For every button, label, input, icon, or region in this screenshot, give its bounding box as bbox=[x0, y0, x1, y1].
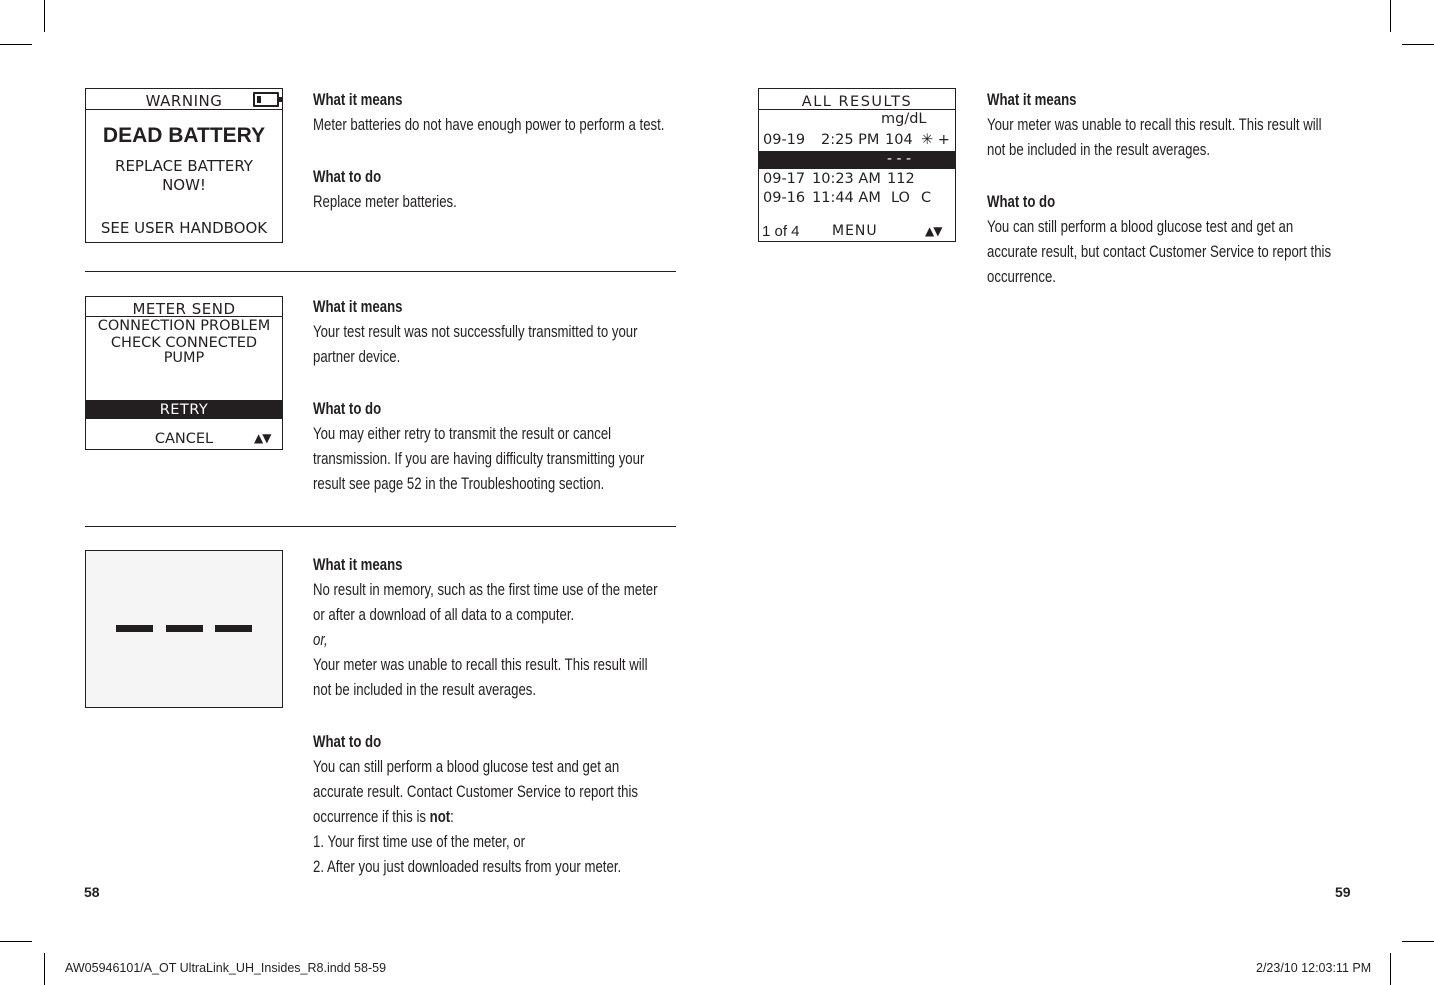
result-time: 2:25 PM bbox=[821, 132, 880, 148]
result-value: LO bbox=[891, 190, 910, 206]
no-result-screen bbox=[85, 550, 283, 708]
do-list-item: 1. Your first time use of the meter, or bbox=[313, 833, 526, 851]
section-divider bbox=[85, 271, 676, 272]
crop-mark bbox=[44, 953, 45, 985]
result-date: 09-17 bbox=[763, 171, 806, 187]
do-text-colon: : bbox=[450, 808, 454, 826]
slug-filename: AW05946101/A_OT UltraLink_UH_Insides_R8.indd 58-59 bbox=[65, 961, 387, 975]
result-time: 10:23 AM bbox=[812, 171, 881, 187]
dead-battery-screen bbox=[85, 88, 283, 243]
screen-line: NOW! bbox=[162, 176, 206, 194]
unit-label: mg/dL bbox=[881, 111, 927, 127]
do-text-emphasis: not bbox=[429, 808, 451, 826]
meter-send-screen bbox=[85, 296, 283, 450]
result-value: 104 bbox=[885, 132, 913, 148]
meter-send-text bbox=[313, 295, 673, 497]
means-text: Your meter was unable to recall this result. This result will not be included in the result averages. bbox=[313, 656, 648, 699]
crop-mark bbox=[0, 44, 32, 45]
means-heading: What it means bbox=[313, 556, 403, 574]
means-text: Meter batteries do not have enough power to perform a test. bbox=[313, 116, 665, 134]
screen-header: ALL RESULTS bbox=[759, 91, 955, 110]
means-text: No result in memory, such as the first time use of the meter or after a download of all data to a computer. bbox=[313, 581, 658, 624]
result-flags: ✳ + bbox=[921, 132, 950, 148]
crop-mark bbox=[1390, 0, 1391, 32]
result-row bbox=[759, 171, 955, 191]
crop-mark bbox=[1402, 44, 1434, 45]
cancel-option: CANCEL bbox=[154, 431, 214, 447]
do-heading: What to do bbox=[313, 400, 382, 418]
up-down-arrows-icon: ▲▼ bbox=[254, 431, 271, 445]
pager-label: 1 of 4 bbox=[762, 223, 800, 240]
result-date: 09-19 bbox=[763, 132, 806, 148]
result-flags: C bbox=[921, 190, 932, 206]
means-text: Your test result was not successfully transmitted to your partner device. bbox=[313, 323, 638, 366]
dash-mark bbox=[166, 625, 203, 632]
do-text: You can still perform a blood glucose test and get an accurate result, but contact Customer Service to report this occurrence. bbox=[987, 218, 1332, 286]
do-text bbox=[313, 755, 670, 830]
means-heading: What it means bbox=[313, 91, 403, 109]
dead-battery-text bbox=[313, 88, 673, 215]
crop-mark bbox=[44, 0, 45, 32]
result-date: 09-16 bbox=[763, 190, 806, 206]
retry-option-selected: RETRY bbox=[86, 400, 282, 419]
page-number-right: 59 bbox=[1335, 884, 1351, 900]
screen-line: CONNECTION PROBLEM bbox=[97, 318, 271, 334]
result-row bbox=[759, 132, 955, 152]
warning-label: WARNING bbox=[145, 92, 223, 110]
screen-title: DEAD BATTERY bbox=[102, 124, 266, 147]
no-result-text bbox=[313, 553, 673, 880]
dash-mark bbox=[116, 625, 153, 632]
dash-mark bbox=[215, 625, 252, 632]
slug-timestamp: 2/23/10 12:03:11 PM bbox=[1256, 961, 1372, 975]
screen-line: REPLACE BATTERY bbox=[115, 157, 253, 175]
screen-line: PUMP bbox=[163, 350, 205, 366]
screen-line: CHECK CONNECTED bbox=[110, 335, 258, 351]
do-heading: What to do bbox=[987, 193, 1056, 211]
result-value: 112 bbox=[887, 171, 915, 187]
all-results-screen bbox=[758, 88, 956, 242]
crop-mark bbox=[0, 941, 32, 942]
do-text: You may either retry to transmit the result or cancel transmission. If you are having difficulty transmitting your result see page 52 in the Troubleshooting section. bbox=[313, 425, 645, 493]
up-down-arrows-icon: ▲▼ bbox=[925, 224, 942, 238]
means-or: or, bbox=[313, 631, 328, 649]
do-list-item: 2. After you just downloaded results from your meter. bbox=[313, 858, 622, 876]
crop-mark bbox=[1390, 953, 1391, 985]
right-page-text bbox=[987, 88, 1347, 290]
do-heading: What to do bbox=[313, 168, 382, 186]
means-heading: What it means bbox=[313, 298, 403, 316]
means-text: Your meter was unable to recall this result. This result will not be included in the result averages. bbox=[987, 116, 1322, 159]
screen-header: METER SEND bbox=[86, 299, 282, 317]
screen-footer: SEE USER HANDBOOK bbox=[100, 219, 268, 237]
do-text-main: You can still perform a blood glucose test and get an accurate result. Contact Customer Service to report this occurrence if this is bbox=[313, 758, 638, 826]
do-text: Replace meter batteries. bbox=[313, 193, 457, 211]
page-number-left: 58 bbox=[84, 884, 100, 900]
means-heading: What it means bbox=[987, 91, 1077, 109]
battery-icon bbox=[253, 92, 279, 107]
result-row-selected bbox=[759, 151, 955, 169]
menu-label: MENU bbox=[832, 223, 878, 239]
result-row bbox=[759, 190, 955, 210]
do-heading: What to do bbox=[313, 733, 382, 751]
section-divider bbox=[85, 526, 676, 527]
crop-mark bbox=[1402, 941, 1434, 942]
result-value: - - - bbox=[887, 151, 912, 167]
result-time: 11:44 AM bbox=[812, 190, 881, 206]
